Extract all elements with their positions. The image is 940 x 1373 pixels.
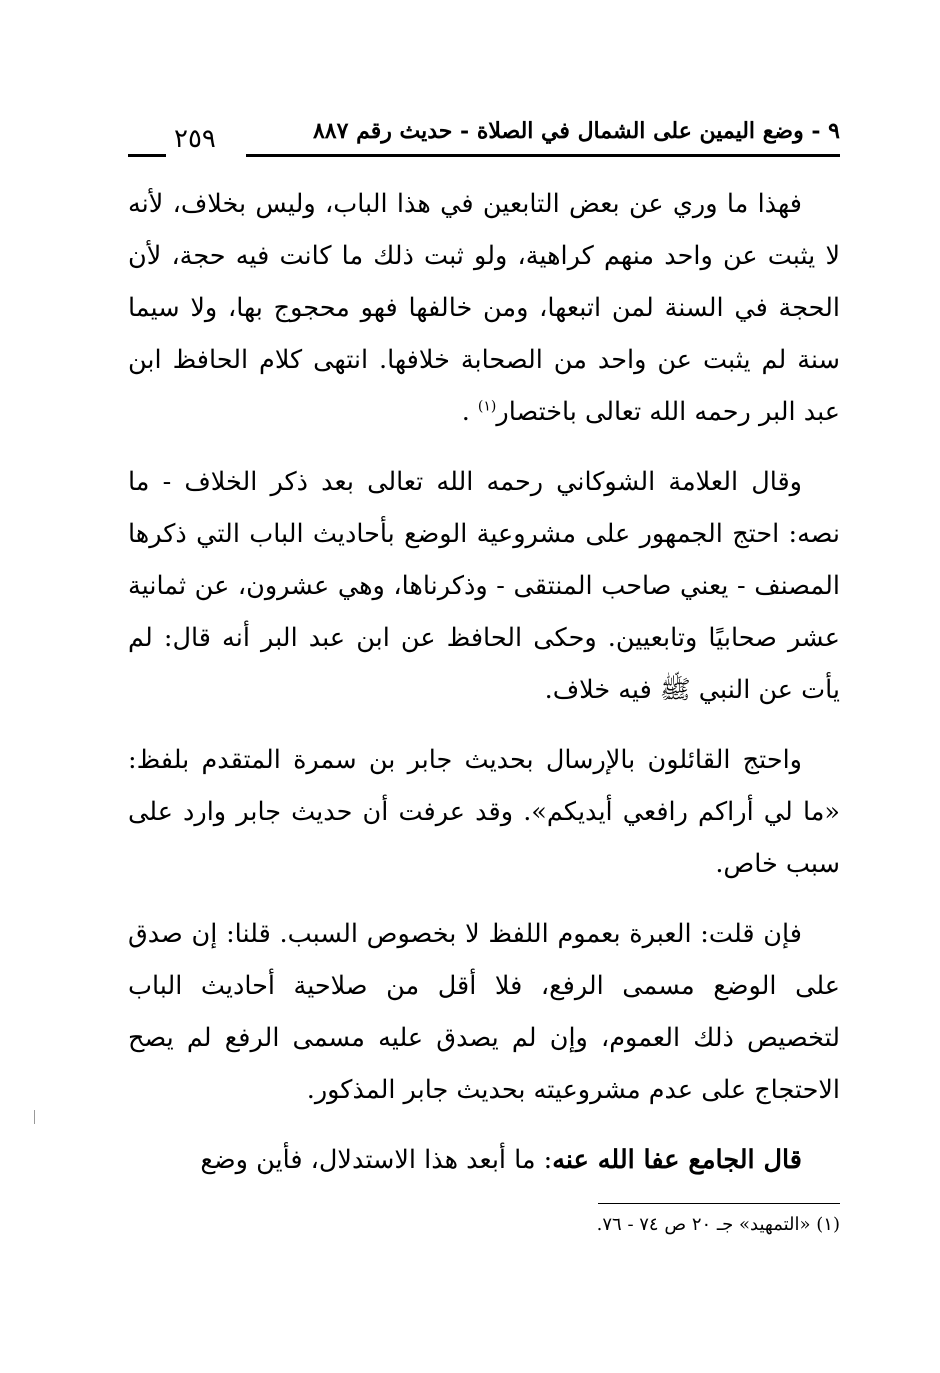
footnote-rule (598, 1203, 840, 1204)
footnote: (١) «التمهيد» جـ ٢٠ ص ٧٤ - ٧٦. (596, 1214, 840, 1235)
footnote-ref: (١) (477, 398, 497, 415)
paragraph-3: واحتج القائلون بالإرسال بحديث جابر بن سمرة المتقدم بلفظ: «ما لي أراكم رافعي أيديكم». وقد عرفت أن حديث جابر وارد على سبب خاص. (128, 745, 840, 879)
page-number: ٢٥٩ (174, 124, 216, 154)
paragraph-4: فإن قلت: العبرة بعموم اللفظ لا بخصوص السبب. قلنا: إن صدق على الوضع مسمى الرفع، فلا أقل من صلاحية أحاديث الباب لتخصيص ذلك العموم، وإن لم يصدق عليه مسمى الرفع لم يصح الاحتجاج على عدم مشروعيته بحديث جابر المذكور. (128, 919, 840, 1105)
paragraph-2: وقال العلامة الشوكاني رحمه الله تعالى بعد ذكر الخلاف - ما نصه: احتج الجمهور على مشروعية الوضع بأحاديث الباب التي ذكرها المصنف - يعني صاحب المنتقى - وذكرناها، وهي عشرون، عن ثمانية عشر صحابيًا وتابعيين. وحكى الحافظ عن ابن عبد البر أنه قال: لم يأت عن النبي ﷺ فيه خلاف. (128, 467, 840, 705)
page-body (128, 178, 840, 1204)
header-rule-short (128, 154, 166, 157)
author-lead: قال الجامع عفا الله عنه (552, 1145, 802, 1175)
paragraph-text: فهذا ما وري عن بعض التابعين في هذا الباب، وليس بخلاف، لأنه لا يثبت عن واحد منهم كراهية، ولو ثبت ذلك ما كانت فيه حجة، لأن الحجة في السنة لمن اتبعها، ومن خالفها فهو محجوج بها، ولا سيما سنة لم يثبت عن واحد من الصحابة خلافها. انتهى كلام الحافظ ابن عبد البر رحمه الله تعالى باختصار (128, 189, 840, 427)
margin-mark (34, 1110, 35, 1124)
page-header (128, 118, 840, 162)
paragraph-5 (128, 1134, 840, 1186)
header-rule (246, 154, 840, 157)
paragraph-end: . (461, 397, 478, 427)
running-title: ٩ - وضع اليمين على الشمال في الصلاة - حديث رقم ٨٨٧ (312, 118, 840, 144)
paragraph-text: : ما أبعد هذا الاستدلال، فأين وضع (200, 1145, 553, 1175)
paragraph-1 (128, 178, 840, 438)
